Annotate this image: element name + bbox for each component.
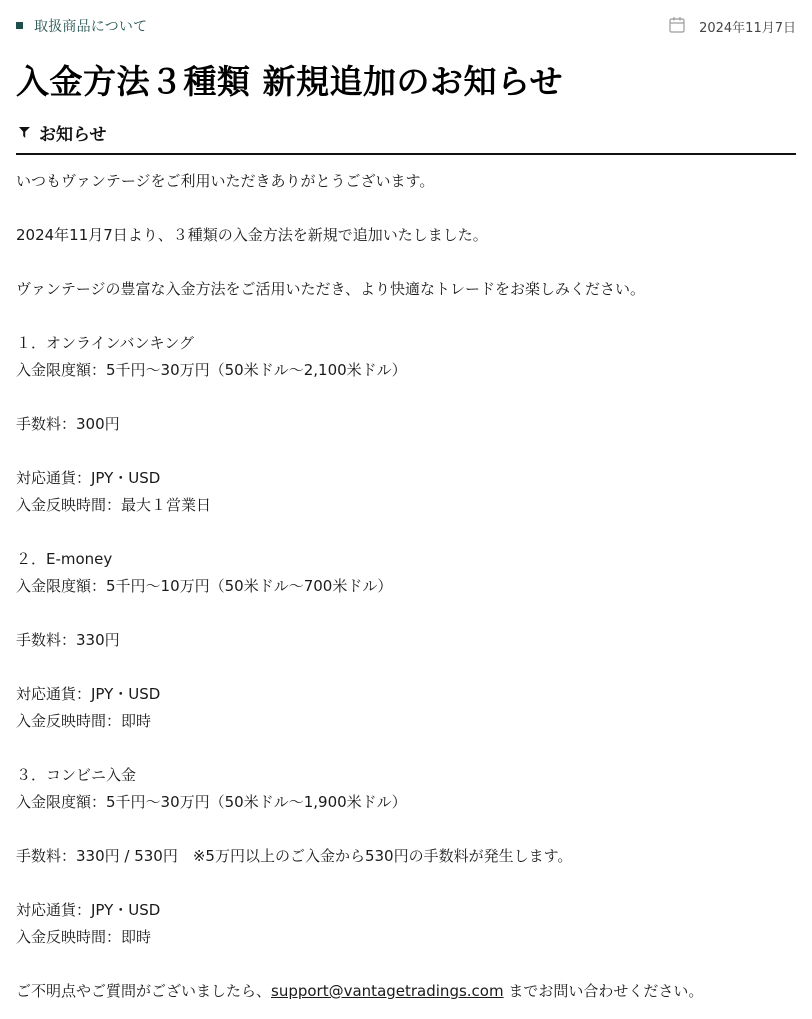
category-label: 取扱商品について (34, 19, 148, 35)
method-heading: ２．E-money (16, 550, 113, 568)
title-divider (16, 153, 796, 155)
square-bullet-icon (16, 22, 23, 29)
blank-line (16, 249, 796, 276)
intro-text: いつもヴァンテージをご利用いただきありがとうございます。 (16, 172, 435, 190)
method-time: 入金反映時間：即時 (16, 712, 152, 730)
support-email-link[interactable]: support@vantagetradings.com (271, 982, 504, 1000)
category-link[interactable] (16, 16, 147, 36)
publish-date (669, 17, 796, 36)
method-heading: ３．コンビニ入金 (16, 766, 137, 784)
blank-line (16, 303, 796, 330)
contact-text (16, 978, 796, 1005)
method-time: 入金反映時間：最大１営業日 (16, 496, 212, 514)
blank-line (16, 384, 796, 411)
method-currency: 対応通貨：JPY・USD (16, 685, 161, 703)
method-limit: 入金限度額：5千円〜30万円（50米ドル〜1,900米ドル） (16, 793, 407, 811)
publish-date-text: 2024年11月7日 (699, 20, 796, 36)
method-time: 入金反映時間：即時 (16, 928, 152, 946)
method-currency: 対応通貨：JPY・USD (16, 469, 161, 487)
blank-line (16, 195, 796, 222)
blank-line (16, 870, 796, 897)
blank-line (16, 816, 796, 843)
lead-text: ヴァンテージの豊富な入金方法をご活用いただき、より快適なトレードをお楽しみください。 (16, 280, 645, 298)
blank-line (16, 735, 796, 762)
contact-prefix: ご不明点やご質問がございましたら、 (16, 982, 272, 1000)
method-limit: 入金限度額：5千円〜10万円（50米ドル〜700米ドル） (16, 577, 393, 595)
method-fee: 手数料：330円 / 530円 ※5万円以上のご入金から530円の手数料が発生します。 (16, 847, 573, 865)
tag-label: お知らせ (39, 125, 107, 145)
article-body (16, 168, 796, 1005)
contact-suffix: までお問い合わせください。 (503, 982, 704, 1000)
page-title: 入金方法３種類 新規追加のお知らせ (16, 62, 563, 101)
blank-line (16, 654, 796, 681)
method-limit: 入金限度額：5千円〜30万円（50米ドル〜2,100米ドル） (16, 361, 407, 379)
method-heading: １．オンラインバンキング (16, 334, 195, 352)
calendar-icon (669, 16, 685, 33)
blank-line (16, 519, 796, 546)
tag-icon (18, 126, 31, 139)
article-tag[interactable] (16, 120, 107, 145)
method-fee: 手数料：330円 (16, 631, 120, 649)
blank-line (16, 438, 796, 465)
method-currency: 対応通貨：JPY・USD (16, 901, 161, 919)
blank-line (16, 600, 796, 627)
method-fee: 手数料：300円 (16, 415, 120, 433)
blank-line (16, 951, 796, 978)
article-meta-bar (16, 14, 796, 38)
announcement-text: 2024年11月7日より、３種類の入金方法を新規で追加いたしました。 (16, 226, 488, 244)
